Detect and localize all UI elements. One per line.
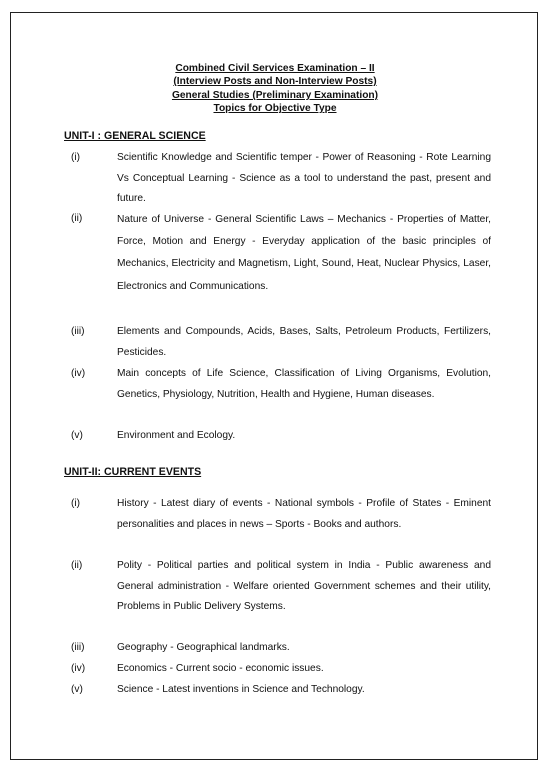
unit-2-item-3 [71, 638, 491, 659]
item-number: (i) [71, 498, 81, 509]
unit-2-item-4 [71, 659, 491, 680]
item-text: History - Latest diary of events - National symbols - Profile of States - Eminent personalities and places in news – Sports - Books and authors. [117, 498, 491, 530]
item-number: (i) [71, 152, 81, 163]
unit-2-item-5 [71, 680, 491, 701]
unit-1-item-2 [71, 209, 491, 298]
document-title-block [0, 62, 550, 116]
unit-2-item-2 [71, 556, 491, 618]
unit-1-item-4 [71, 364, 491, 405]
item-text: Scientific Knowledge and Scientific temper - Power of Reasoning - Rote Learning Vs Conceptual Learning - Science as a tool to understand the past, present and future. [117, 152, 491, 204]
item-text: Main concepts of Life Science, Classification of Living Organisms, Evolution, Genetics, Physiology, Nutrition, Health and Hygiene, Human diseases. [117, 368, 491, 400]
unit-1-item-3 [71, 322, 491, 363]
item-text: Science - Latest inventions in Science and Technology. [117, 684, 365, 695]
title-line-4: Topics for Objective Type [213, 103, 337, 115]
item-text: Nature of Universe - General Scientific Laws – Mechanics - Properties of Matter, Force, Motion and Energy - Everyday application of the basic principles of Mechanics, Electricity and Magnetism, Light, Sound, Heat, Nuclear Physics, Laser, Electronics and Communications. [117, 214, 491, 292]
unit-1-item-1 [71, 148, 491, 210]
item-number: (ii) [71, 560, 83, 571]
item-text: Elements and Compounds, Acids, Bases, Salts, Petroleum Products, Fertilizers, Pesticides. [117, 326, 491, 358]
item-number: (v) [71, 684, 83, 695]
item-number: (ii) [71, 213, 83, 224]
item-number: (iv) [71, 368, 86, 379]
item-number: (iii) [71, 326, 85, 337]
item-number: (iii) [71, 642, 85, 653]
item-text: Polity - Political parties and political system in India - Public awareness and General administration - Welfare oriented Government schemes and their utility, Problems in Public Delivery Systems. [117, 560, 491, 612]
unit-2-item-1 [71, 494, 491, 535]
item-number: (iv) [71, 663, 86, 674]
unit-2-heading: UNIT-II: CURRENT EVENTS [64, 466, 202, 478]
title-line-2: (Interview Posts and Non-Interview Posts) [173, 76, 377, 88]
item-number: (v) [71, 430, 83, 441]
unit-1-heading: UNIT-I : GENERAL SCIENCE [64, 130, 206, 142]
item-text: Environment and Ecology. [117, 430, 236, 441]
unit-1-item-5 [71, 426, 491, 447]
item-text: Geography - Geographical landmarks. [117, 642, 290, 653]
title-line-1: Combined Civil Services Examination – II [175, 63, 375, 74]
title-line-3: General Studies (Preliminary Examination) [171, 89, 379, 101]
item-text: Economics - Current socio - economic issues. [117, 663, 324, 674]
